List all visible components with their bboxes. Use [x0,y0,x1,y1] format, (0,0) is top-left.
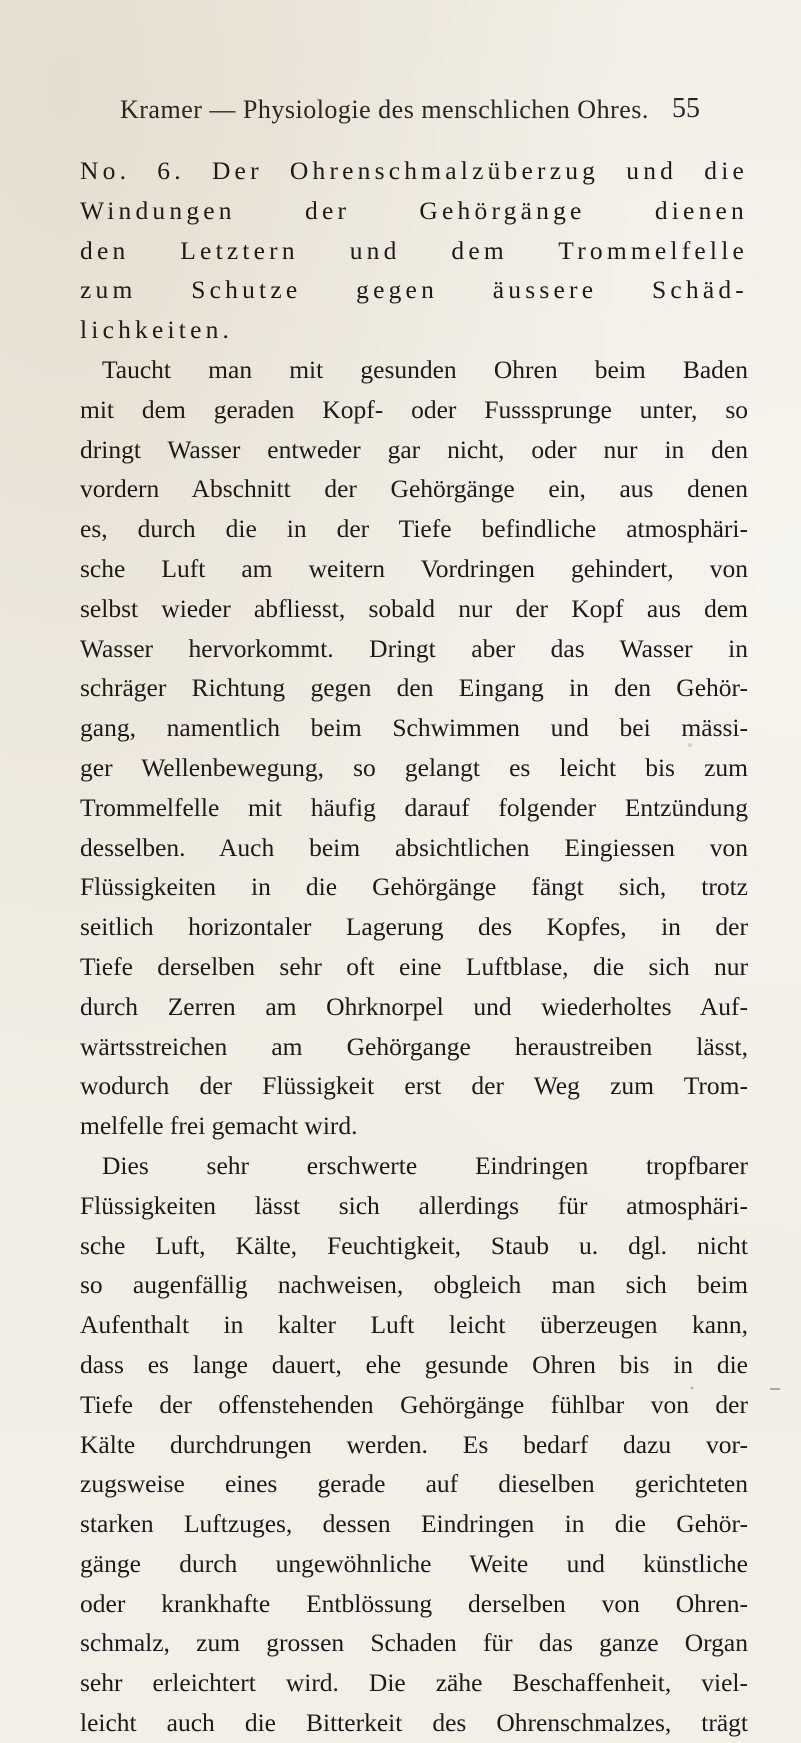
paragraph-line: selbst wieder abfliesst, sobald nur der Kopf aus dem [80,593,748,623]
paragraph-line: wärtsstreichen am Gehörgange heraustreiben lässt, [80,1031,748,1061]
page-number: 55 [672,93,700,124]
running-head: Kramer — Physiologie des menschlichen Ohres. [120,95,649,124]
paragraph-line: gänge durch ungewöhnliche Weite und künstliche [80,1548,748,1578]
paragraph-line: durch Zerren am Ohrknorpel und wiederholtes Auf- [80,991,748,1021]
paragraph-1 [80,350,748,1146]
paragraph-line: vordern Abschnitt der Gehörgänge ein, aus denen [80,474,748,504]
paragraph-line: melfelle frei gemacht wird. [80,1111,358,1141]
paragraph-line: Taucht man mit gesunden Ohren beim Baden [102,354,748,384]
paragraph-line: es, durch die in der Tiefe befindliche atmosphäri- [80,514,748,544]
paragraph-line: sche Luft, Kälte, Feuchtigkeit, Staub u. dgl. nicht [80,1230,748,1260]
paragraph-line: leicht auch die Bitterkeit des Ohrenschmalzes, trägt [80,1708,748,1738]
paragraph-line: Aufenthalt in kalter Luft leicht überzeugen kann, [80,1310,748,1340]
paragraph-line: so augenfällig nachweisen, obgleich man sich beim [80,1270,748,1300]
heading-line: No. 6. Der Ohrenschmalzüberzug und die [80,156,748,185]
paragraph-line: Tiefe der offenstehenden Gehörgänge fühlbar von der [80,1389,748,1419]
page-header [120,95,700,135]
heading-line: zum Schutze gegen äussere Schäd- [80,275,748,305]
speck [770,1388,780,1390]
paragraph-line: oder krankhafte Entblössung derselben von Ohren- [80,1588,748,1618]
paragraph-line: gang, namentlich beim Schwimmen und bei mässi- [80,713,748,743]
paragraph-line: Kälte durchdrungen werden. Es bedarf dazu vor- [80,1429,748,1459]
paragraph-line: mit dem geraden Kopf- oder Fusssprunge unter, so [80,394,748,424]
paragraph-line: schräger Richtung gegen den Eingang in den Gehör- [80,673,748,703]
paragraph-line: sche Luft am weitern Vordringen gehindert, von [80,553,748,583]
paragraph-line: Tiefe derselben sehr oft eine Luftblase, die sich nur [80,951,748,981]
paragraph-line: ger Wellenbewegung, so gelangt es leicht bis zum [80,752,748,782]
paragraph-2 [80,1146,748,1743]
paragraph-line: zugsweise eines gerade auf dieselben gerichteten [80,1469,748,1499]
paragraph-line: Flüssigkeiten lässt sich allerdings für atmosphäri- [80,1190,748,1220]
paragraph-line: starken Luftzuges, dessen Eindringen in die Gehör- [80,1509,748,1539]
heading-line: lichkeiten. [80,315,234,345]
paragraph-line: dringt Wasser entweder gar nicht, oder nur in den [80,434,748,464]
paragraph-line: Trommelfelle mit häufig darauf folgender Entzündung [80,792,748,822]
paragraph-line: sehr erleichtert wird. Die zähe Beschaffenheit, viel- [80,1668,748,1698]
heading-line: den Letztern und dem Trommelfelle [80,235,748,265]
body-text [80,151,748,1743]
paragraph-line: schmalz, zum grossen Schaden für das ganze Organ [80,1628,748,1658]
paragraph-line: seitlich horizontaler Lagerung des Kopfes, in der [80,912,748,942]
paragraph-line: desselben. Auch beim absichtlichen Eingiessen von [80,832,748,862]
section-heading [80,151,748,350]
paragraph-line: Wasser hervorkommt. Dringt aber das Wasser in [80,633,748,663]
paragraph-line: Flüssigkeiten in die Gehörgänge fängt sich, trotz [80,872,748,902]
paragraph-line: Dies sehr erschwerte Eindringen tropfbarer [102,1150,748,1180]
paragraph-line: wodurch der Flüssigkeit erst der Weg zum Trom- [80,1071,748,1101]
paragraph-line: dass es lange dauert, ehe gesunde Ohren bis in die [80,1349,748,1379]
heading-line: Windungen der Gehörgänge dienen [80,195,748,225]
